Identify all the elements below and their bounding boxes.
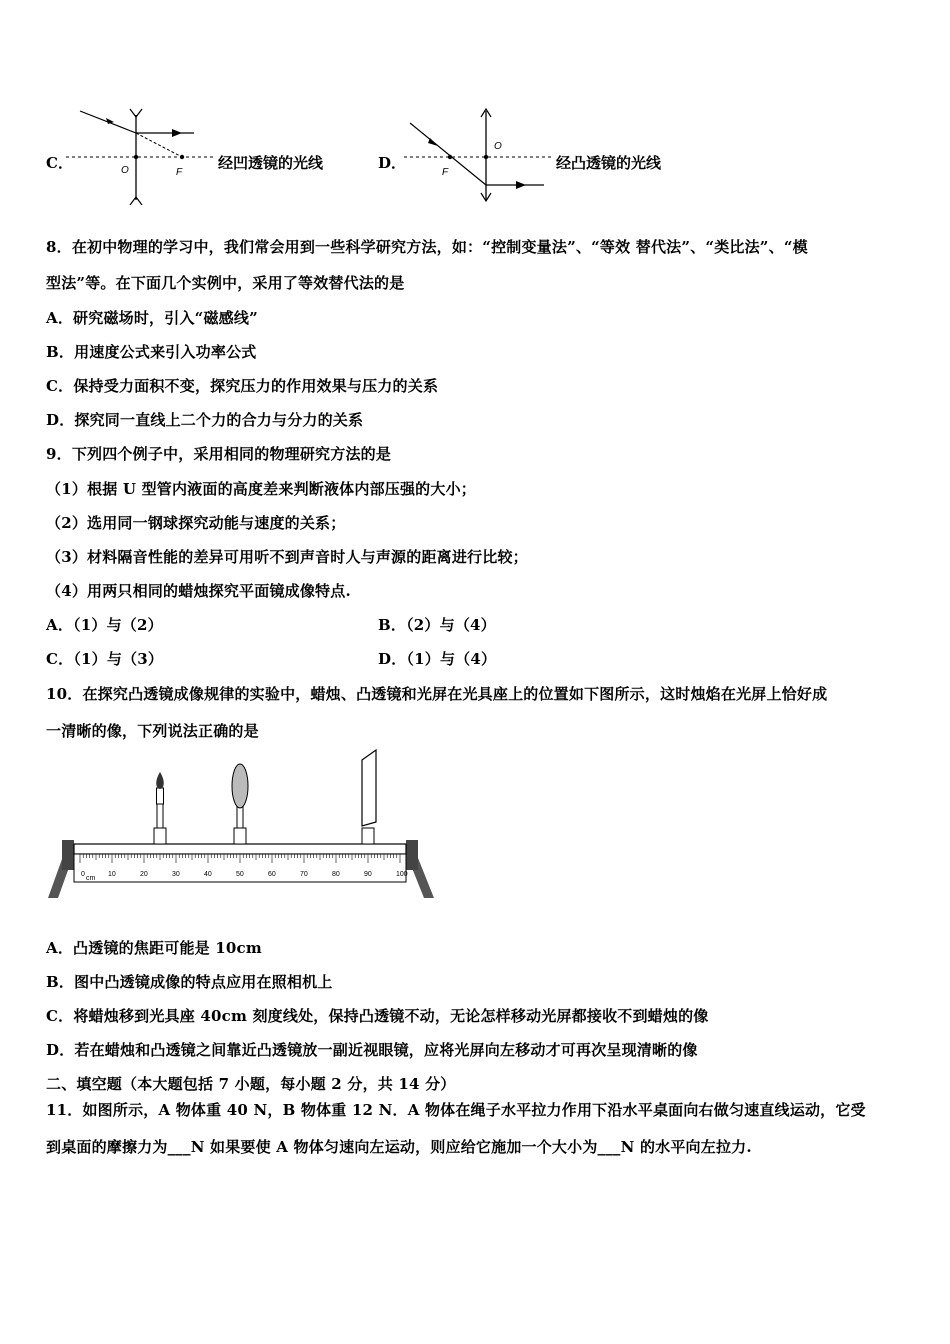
q9-item-4: （4）用两只相同的蜡烛探究平面镜成像特点. xyxy=(46,582,351,600)
label-f: F xyxy=(442,167,449,178)
scale-tick-label: 40 xyxy=(204,871,212,878)
q8-stem-line2: 型法”等。在下面几个实例中，采用了等效替代法的是 xyxy=(46,274,405,292)
scale-tick-label: 100 xyxy=(396,871,408,878)
convex-lens-diagram xyxy=(404,105,554,205)
option-d-caption: 经凸透镜的光线 xyxy=(556,154,662,172)
q8-option-c: C．保持受力面积不变，探究压力的作用效果与压力的关系 xyxy=(46,377,439,395)
screen-holder-base xyxy=(362,828,374,844)
point-o xyxy=(134,155,138,159)
q9-option-c: C．（1）与（3） xyxy=(46,650,164,668)
candle xyxy=(154,772,166,844)
scale-unit: cm xyxy=(86,875,96,882)
candle-body xyxy=(157,788,164,804)
scale-tick-label: 10 xyxy=(108,871,116,878)
q8-option-d: D．探究同一直线上二个力的合力与分力的关系 xyxy=(46,411,364,429)
q10-option-c: C．将蜡烛移到光具座 40cm 刻度线处，保持凸透镜不动，无论怎样移动光屏都接收不到蜡烛的像 xyxy=(46,1007,709,1025)
refracted-arrow xyxy=(516,181,526,189)
point-f xyxy=(180,155,184,159)
option-c-caption: 经凹透镜的光线 xyxy=(218,154,324,172)
light-screen xyxy=(362,750,376,844)
scale-tick-label: 90 xyxy=(364,871,372,878)
q11-line2: 到桌面的摩擦力为___N 如果要使 A 物体匀速向左运动，则应给它施加一个大小为___N 的水平向左拉力. xyxy=(46,1138,752,1156)
scale-tick-label: 0 xyxy=(81,871,85,878)
point-o xyxy=(484,155,488,159)
optical-bench-figure xyxy=(44,748,436,900)
q10-option-b: B．图中凸透镜成像的特点应用在照相机上 xyxy=(46,973,333,991)
q9-option-d: D．（1）与（4） xyxy=(378,650,497,668)
candle-flame xyxy=(156,772,164,789)
q9-stem: 9．下列四个例子中，采用相同的物理研究方法的是 xyxy=(46,445,392,463)
scale-tick-label: 80 xyxy=(332,871,340,878)
scale-tick-label: 60 xyxy=(268,871,276,878)
scale-tick-label: 20 xyxy=(140,871,148,878)
section-2-title: 二、填空题（本大题包括 7 小题，每小题 2 分，共 14 分） xyxy=(46,1075,456,1093)
extension-dashed xyxy=(136,133,182,157)
candle-holder-base xyxy=(154,828,166,844)
q11-line1: 11．如图所示，A 物体重 40 N，B 物体重 12 N．A 物体在绳子水平拉力作用下沿水平桌面向右做匀速直线运动，它受 xyxy=(46,1101,866,1119)
label-o: O xyxy=(494,141,502,152)
q9-item-1: （1）根据 U 型管内液面的高度差来判断液体内部压强的大小； xyxy=(46,480,476,498)
q8-stem-line1: 8．在初中物理的学习中，我们常会用到一些科学研究方法，如：“控制变量法”、“等效 替代法”、“类比法”、“模 xyxy=(46,238,808,256)
convex-lens xyxy=(232,764,248,844)
point-f xyxy=(448,155,452,159)
option-d-letter: D． xyxy=(378,154,407,172)
q10-option-a: A．凸透镜的焦距可能是 10cm xyxy=(46,939,262,957)
q9-item-3: （3）材料隔音性能的差异可用听不到声音时人与声源的距离进行比较； xyxy=(46,548,528,566)
q10-stem-line1: 10．在探究凸透镜成像规律的实验中，蜡烛、凸透镜和光屏在光具座上的位置如下图所示，这时烛焰在光屏上恰好成 xyxy=(46,685,828,703)
bench-left-end xyxy=(62,840,74,870)
scale-tick-label: 30 xyxy=(172,871,180,878)
lens-body xyxy=(232,764,248,808)
label-o: O xyxy=(121,165,129,176)
scale-tick-label: 70 xyxy=(300,871,308,878)
q9-item-2: （2）选用同一钢球探究动能与速度的关系； xyxy=(46,514,346,532)
lens-holder-base xyxy=(234,828,246,844)
bench-rail xyxy=(74,844,406,854)
q8-option-b: B．用速度公式来引入功率公式 xyxy=(46,343,257,361)
lens-stem xyxy=(237,806,243,828)
q9-option-b: B．（2）与（4） xyxy=(378,616,496,634)
label-f: F xyxy=(176,167,183,178)
concave-lens-diagram xyxy=(66,105,216,205)
candle-stem xyxy=(157,804,163,828)
q10-option-d: D．若在蜡烛和凸透镜之间靠近凸透镜放一副近视眼镜，应将光屏向左移动才可再次呈现清晰的像 xyxy=(46,1041,698,1059)
q10-stem-line2: 一清晰的像，下列说法正确的是 xyxy=(46,722,259,740)
q8-option-a: A．研究磁场时，引入“磁感线” xyxy=(46,309,258,327)
screen-panel xyxy=(362,750,376,826)
refracted-arrow xyxy=(172,129,182,137)
scale-tick-label: 50 xyxy=(236,871,244,878)
option-c-letter: C． xyxy=(46,154,73,172)
incident-arrow xyxy=(106,118,114,124)
bench-right-end xyxy=(406,840,418,870)
q9-option-a: A．（1）与（2） xyxy=(46,616,163,634)
